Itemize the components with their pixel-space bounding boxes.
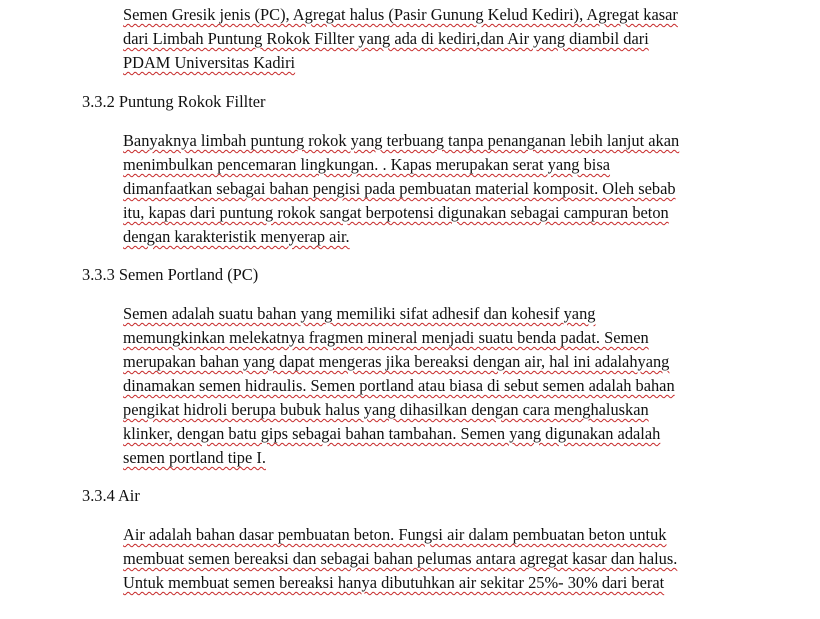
s334-line-3: Untuk membuat semen bereaksi hanya dibutuhkan air sekitar 25%- 30% dari berat <box>123 573 665 592</box>
intro-line-3: PDAM Universitas Kadiri <box>123 53 296 72</box>
s333-line-4: dinamakan semen hidraulis. Semen portland atau biasa di sebut semen adalah bahan <box>123 376 675 395</box>
s333-line-3: merupakan bahan yang dapat mengeras jika bereaksi dengan air, hal ini adalahyang <box>123 352 670 371</box>
s334-line-2: membuat semen bereaksi dan sebagai bahan pelumas antara agregat kasar dan halus. <box>123 549 678 568</box>
heading-3-3-4: 3.3.4 Air <box>82 486 140 505</box>
s333-line-5: pengikat hidroli berupa bubuk halus yang dihasilkan dengan cara menghaluskan <box>123 400 649 419</box>
s333-line-7: semen portland tipe I. <box>123 448 266 467</box>
s332-line-2: menimbulkan pencemaran lingkungan. . Kapas merupakan serat yang bisa <box>123 155 611 174</box>
s332-line-3: dimanfaatkan sebagai bahan pengisi pada pembuatan material komposit. Oleh sebab <box>123 179 676 198</box>
s333-line-2: memungkinkan melekatnya fragmen mineral menjadi suatu benda padat. Semen <box>123 328 649 347</box>
s332-line-5: dengan karakteristik menyerap air. <box>123 227 350 246</box>
heading-3-3-3: 3.3.3 Semen Portland (PC) <box>82 265 259 284</box>
s332-line-4: itu, kapas dari puntung rokok sangat berpotensi digunakan sebagai campuran beton <box>123 203 669 222</box>
s334-line-1: Air adalah bahan dasar pembuatan beton. Fungsi air dalam pembuatan beton untuk <box>123 525 667 544</box>
intro-line-2: dari Limbah Puntung Rokok Fillter yang ada di kediri,dan Air yang diambil dari <box>123 29 649 48</box>
s333-line-1: Semen adalah suatu bahan yang memiliki sifat adhesif dan kohesif yang <box>123 304 596 323</box>
intro-line-1: Semen Gresik jenis (PC), Agregat halus (Pasir Gunung Kelud Kediri), Agregat kasar <box>123 5 678 24</box>
heading-3-3-2: 3.3.2 Puntung Rokok Fillter <box>82 92 266 111</box>
s333-line-6: klinker, dengan batu gips sebagai bahan tambahan. Semen yang digunakan adalah <box>123 424 661 443</box>
s332-line-1: Banyaknya limbah puntung rokok yang terbuang tanpa penanganan lebih lanjut akan <box>123 131 680 150</box>
